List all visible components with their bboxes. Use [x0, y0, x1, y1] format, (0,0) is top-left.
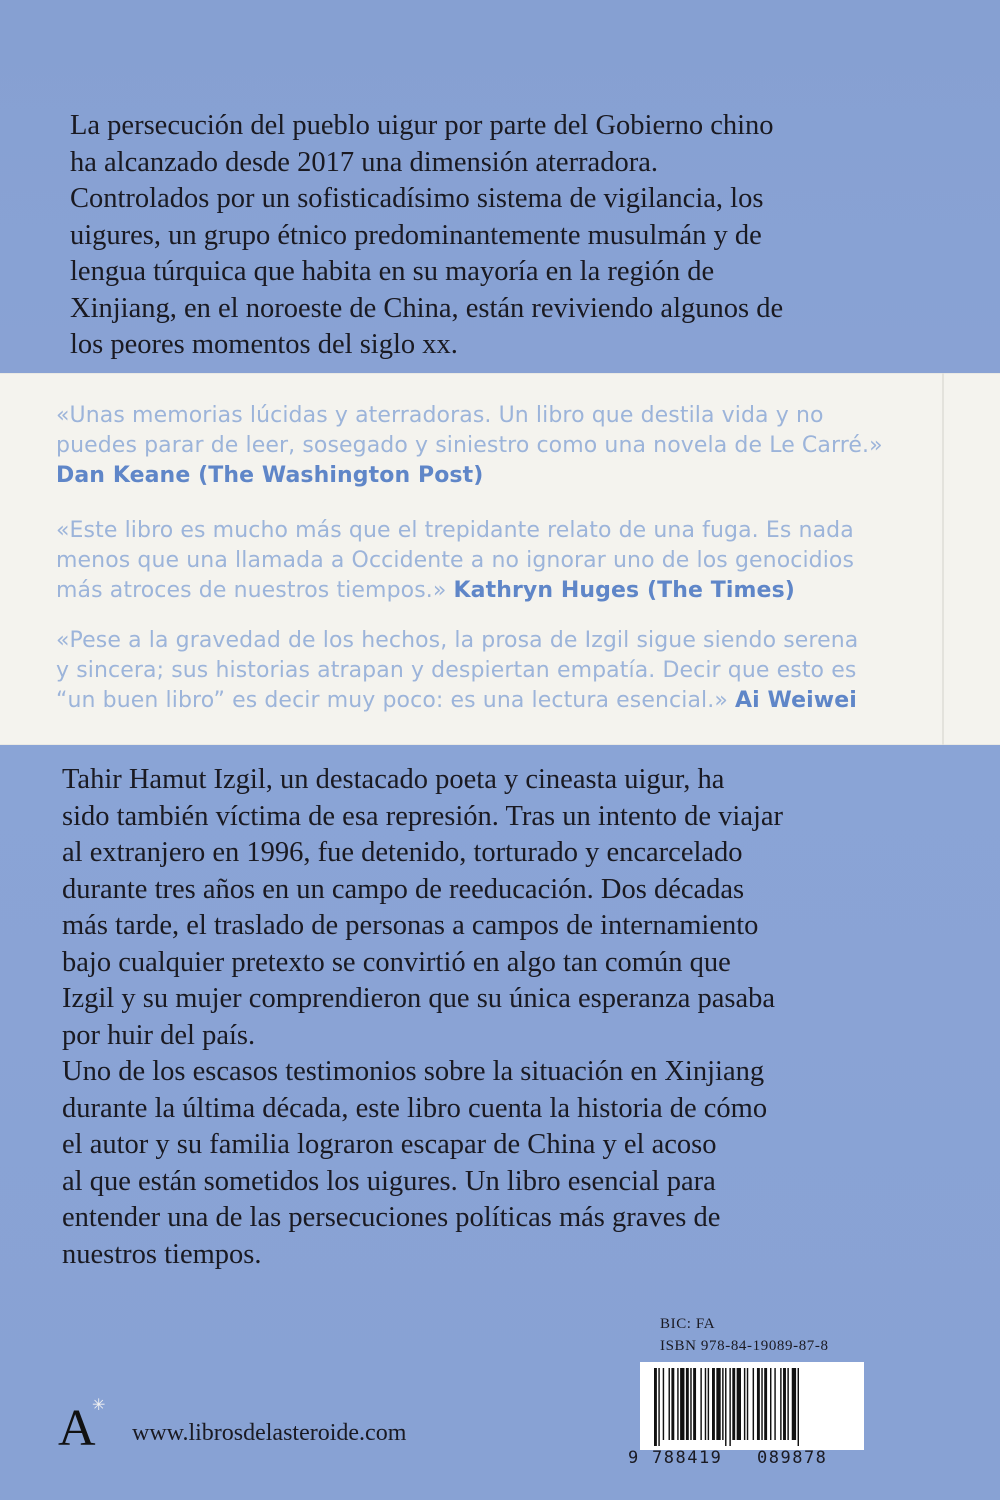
barcode-bar: [747, 1368, 748, 1440]
intro-line: lengua túrquica que habita en su mayoría en la región de: [70, 256, 715, 287]
barcode-bar: [700, 1368, 701, 1440]
quote-line: «Unas memorias lúcidas y aterradoras. Un libro que destila vida y no: [56, 403, 824, 428]
quote-line: y sincera; sus historias atrapan y despiertan empatía. Decir que esto es: [56, 658, 857, 683]
body-line: por huir del país.: [62, 1019, 256, 1051]
barcode-bar: [671, 1368, 674, 1440]
body-line: durante la última década, este libro cuenta la historia de cómo: [62, 1092, 768, 1124]
body-line: Izgil y su mujer comprendieron que su única esperanza pasaba: [62, 983, 776, 1014]
body-line: sido también víctima de esa represión. Tras un intento de viajar: [62, 800, 784, 832]
body-line: durante tres años en un campo de reeducación. Dos décadas: [62, 873, 745, 905]
intro-line: Xinjiang, en el noroeste de China, están reviviendo algunos de: [70, 292, 784, 324]
barcode-bar: [770, 1368, 771, 1440]
publisher-logo: A: [58, 1400, 96, 1457]
barcode-bar: [705, 1368, 706, 1440]
barcode-bar: [761, 1368, 762, 1440]
barcode-bar: [658, 1368, 659, 1446]
barcode-bar: [693, 1368, 696, 1440]
barcode-bar: [712, 1368, 715, 1440]
body-line: nuestros tiempos.: [62, 1238, 262, 1270]
barcode-digit-lead: 9: [628, 1448, 639, 1468]
quote-source: Ai Weiwei: [735, 688, 857, 713]
barcode-bar: [792, 1368, 796, 1440]
publisher-url[interactable]: www.librosdelasteroide.com: [132, 1420, 407, 1446]
quote-line: puedes parar de leer, sosegado y siniestro como una novela de Le Carré.»: [56, 433, 883, 458]
barcode-bar: [654, 1368, 657, 1446]
barcode-digits-group1: 788419: [652, 1448, 723, 1468]
quote-line-with-source: [56, 686, 936, 716]
barcode-bar: [744, 1368, 745, 1440]
barcode-digits-group2: 089878: [757, 1448, 828, 1468]
band-fold-edge: [942, 373, 944, 745]
barcode-bar: [663, 1368, 664, 1440]
quote-line: más atroces de nuestros tiempos.»: [56, 578, 447, 603]
quotes-band: [0, 373, 1000, 745]
asterisk-mark-icon: ✳: [92, 1397, 106, 1414]
barcode-bar: [757, 1368, 760, 1440]
barcode-bar: [677, 1368, 678, 1440]
quote-2: [56, 516, 936, 606]
intro-paragraph: [70, 108, 930, 364]
body-line: Tahir Hamut Izgil, un destacado poeta y cineasta uigur, ha: [62, 764, 725, 795]
barcode-bar: [722, 1368, 723, 1440]
barcode-bar: [690, 1368, 691, 1440]
body-line: más tarde, el traslado de personas a campos de internamiento: [62, 910, 759, 941]
description-paragraph: [62, 762, 932, 1273]
barcode-bar: [669, 1368, 670, 1440]
barcode-bar: [798, 1368, 799, 1446]
quote-source: Kathryn Huges (The Times): [453, 578, 795, 603]
body-line: al extranjero en 1996, fue detenido, torturado y encarcelado: [62, 837, 743, 868]
isbn-number: ISBN 978-84-19089-87-8: [660, 1338, 829, 1354]
quote-line: «Este libro es mucho más que el trepidante relato de una fuga. Es nada: [56, 518, 854, 543]
barcode-bar: [737, 1368, 741, 1440]
quote-3: [56, 626, 936, 716]
intro-line: uigures, un grupo étnico predominantemente musulmán y de: [70, 219, 762, 251]
barcode-bar: [732, 1368, 735, 1440]
barcode-bar: [686, 1368, 689, 1440]
barcode-bar: [780, 1368, 781, 1440]
barcode-bar: [716, 1368, 720, 1440]
barcode-bars: [652, 1368, 852, 1446]
body-line: al que están sometidos los uigures. Un libro esencial para: [62, 1165, 716, 1197]
bic-code: BIC: FA: [660, 1316, 716, 1332]
quote-line: “un buen libro” es decir muy poco: es una lectura esencial.»: [56, 688, 728, 713]
barcode-bar: [774, 1368, 775, 1440]
body-line: el autor y su familia lograron escapar de China y el acoso: [62, 1129, 717, 1160]
body-line: bajo cualquier pretexto se convirtió en algo tan común que: [62, 946, 731, 978]
intro-line: los peores momentos del siglo xx.: [70, 329, 458, 360]
intro-line: ha alcanzado desde 2017 una dimensión aterradora.: [70, 146, 658, 178]
quote-1: [56, 401, 936, 491]
body-line: Uno de los escasos testimonios sobre la situación en Xinjiang: [62, 1056, 765, 1087]
barcode-bar: [764, 1368, 767, 1440]
barcode-bar: [753, 1368, 754, 1440]
quote-line-with-source: [56, 576, 936, 606]
barcode-bar: [787, 1368, 788, 1440]
intro-line: Controlados por un sofisticadísimo sistema de vigilancia, los: [70, 183, 764, 214]
barcode-bar: [729, 1368, 730, 1446]
quote-line: «Pese a la gravedad de los hechos, la prosa de Izgil sigue siendo serena: [56, 628, 859, 653]
barcode-bar: [680, 1368, 684, 1440]
quote-line: menos que una llamada a Occidente a no ignorar uno de los genocidios: [56, 548, 855, 573]
barcode: [640, 1362, 864, 1450]
body-line: entender una de las persecuciones políticas más graves de: [62, 1202, 721, 1233]
intro-line: La persecución del pueblo uigur por parte del Gobierno chino: [70, 110, 774, 141]
barcode-bar: [783, 1368, 786, 1440]
barcode-bar: [708, 1368, 709, 1440]
barcode-bar: [725, 1368, 726, 1446]
quote-source: Dan Keane (The Washington Post): [56, 463, 484, 488]
